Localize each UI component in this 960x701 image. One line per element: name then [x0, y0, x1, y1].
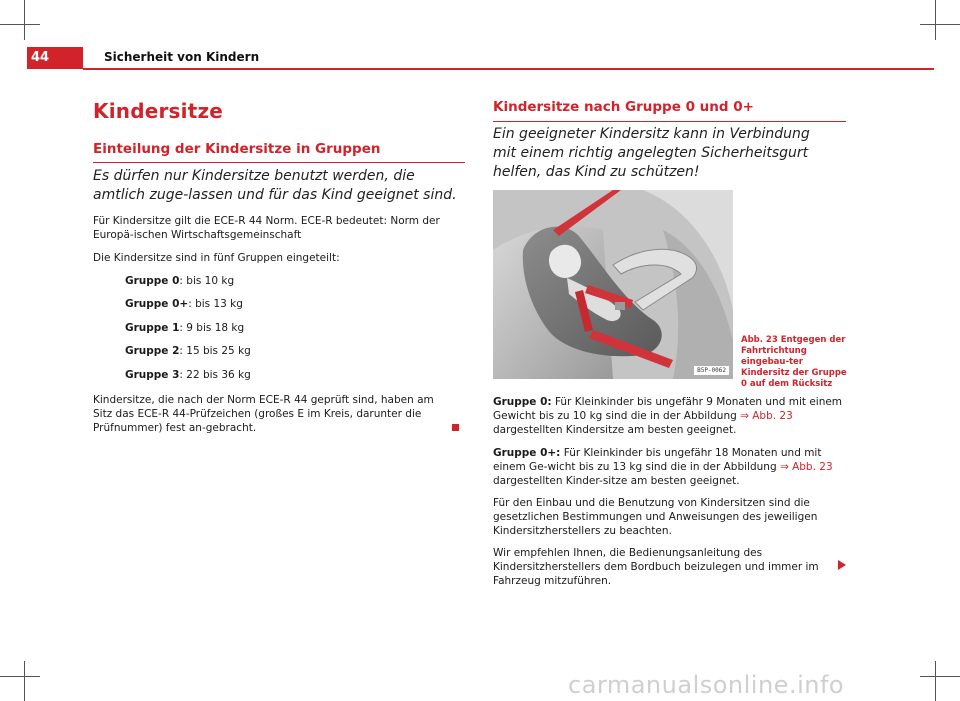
section-title: Kindersitze — [93, 99, 224, 123]
continue-arrow-icon — [838, 560, 846, 570]
section-end-marker — [452, 424, 459, 431]
group-label: Gruppe 2 — [125, 345, 180, 357]
header-rule — [83, 68, 934, 70]
figure-code: B5P-0062 — [694, 366, 729, 375]
group0-paragraph — [493, 395, 853, 437]
figure-reference-link[interactable]: ⇒ Abb. 23 — [779, 461, 833, 473]
group-item: Gruppe 2: 15 bis 25 kg — [125, 345, 251, 357]
crop-mark — [920, 676, 960, 677]
crop-mark — [0, 24, 40, 25]
group-label: Gruppe 0+ — [125, 298, 189, 310]
subsection-title-group0: Kindersitze nach Gruppe 0 und 0+ — [493, 99, 846, 122]
group-label: Gruppe 0 — [125, 275, 180, 287]
group-value: 22 bis 36 kg — [186, 369, 251, 381]
crop-mark — [24, 661, 25, 701]
approval-paragraph: Kindersitze, die nach der Norm ECE-R 44 geprüft sind, haben am Sitz das ECE-R 44-Prüfzeichen (großes E im Kreis, darunter die Prüfnummer) fest an-gebracht. — [93, 394, 434, 434]
group-value: bis 10 kg — [186, 275, 235, 287]
figure-reference-link[interactable]: ⇒ Abb. 23 — [740, 410, 793, 422]
group0plus-text-a: Für Kleinkinder bis ungefähr 18 Monaten und mit einem Ge-wicht bis zu 13 kg sind die in der Abbildung — [493, 447, 822, 473]
lead-text-right: Ein geeigneter Kindersitz kann in Verbindung mit einem richtig angelegten Sicherheitsgurt helfen, das Kind zu schützen! — [493, 126, 810, 180]
page-number: 44 — [27, 47, 83, 69]
group-item: Gruppe 3: 22 bis 36 kg — [125, 369, 251, 381]
group-item: Gruppe 0: bis 10 kg — [125, 275, 235, 287]
group-value: 15 bis 25 kg — [186, 345, 251, 357]
norm-paragraph: Für Kindersitze gilt die ECE-R 44 Norm. ECE-R bedeutet: Norm der Europä-ischen Wirtschaftsgemeinschaft — [93, 215, 440, 241]
group0-label: Gruppe 0: — [493, 396, 552, 408]
crop-mark — [24, 0, 25, 40]
group-item: Gruppe 0+: bis 13 kg — [125, 298, 243, 310]
group0-text-b: dargestellten Kindersitze am besten geeignet. — [493, 424, 737, 436]
figure-caption: Abb. 23 Entgegen der Fahrtrichtung eingebau-ter Kindersitz der Gruppe 0 auf dem Rücksitz — [741, 335, 847, 389]
child-seat-figure — [493, 190, 733, 379]
crop-mark — [935, 661, 936, 701]
running-title: Sicherheit von Kindern — [104, 50, 260, 64]
recommend-paragraph: Wir empfehlen Ihnen, die Bedienungsanleitung des Kindersitzherstellers dem Bordbuch beizulegen und immer im Fahrzeug mitzuführen. — [493, 547, 819, 587]
crop-mark — [0, 676, 40, 677]
subsection-title-groups: Einteilung der Kindersitze in Gruppen — [93, 141, 465, 163]
install-paragraph: Für den Einbau und die Benutzung von Kindersitzen sind die gesetzlichen Bestimmungen und Anweisungen des jeweiligen Kindersitzherstellers zu beachten. — [493, 497, 818, 537]
lead-text-left: Es dürfen nur Kindersitze benutzt werden, die amtlich zuge-lassen und für das Kind geeignet sind. — [93, 168, 457, 203]
group-item: Gruppe 1: 9 bis 18 kg — [125, 322, 245, 334]
group0plus-label: Gruppe 0+: — [493, 447, 561, 459]
group-value: 9 bis 18 kg — [186, 322, 245, 334]
group0plus-text-b: dargestellten Kinder-sitze am besten geeignet. — [493, 475, 740, 487]
group-label: Gruppe 3 — [125, 369, 180, 381]
group-value: bis 13 kg — [195, 298, 243, 310]
crop-mark — [935, 0, 936, 40]
group-label: Gruppe 1 — [125, 322, 180, 334]
group0-text-a: Für Kleinkinder bis ungefähr 9 Monaten und mit einem Gewicht bis zu 10 kg sind die in der Abbildung — [493, 396, 843, 422]
child-seat-illustration — [493, 190, 733, 379]
watermark: carmanualsonline.info — [568, 671, 845, 699]
groups-intro: Die Kindersitze sind in fünf Gruppen eingeteilt: — [93, 252, 340, 264]
group0plus-paragraph — [493, 446, 853, 488]
crop-mark — [920, 24, 960, 25]
